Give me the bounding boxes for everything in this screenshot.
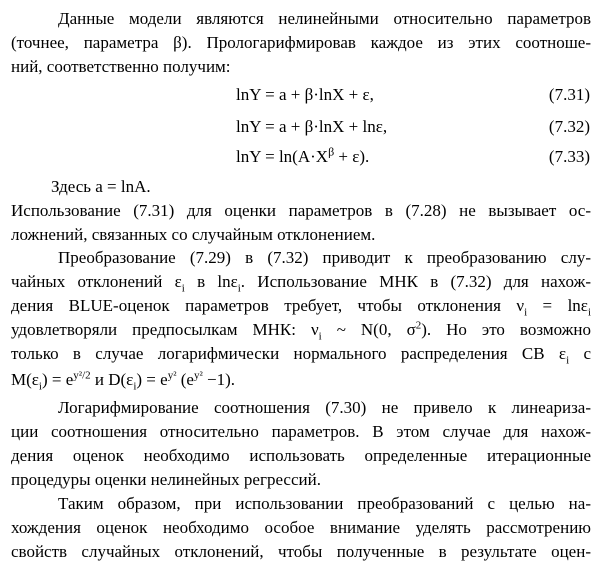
equation-7-33-exponent: β bbox=[328, 144, 335, 159]
paragraph-1-line-3: ний, соответственно получим: bbox=[11, 57, 231, 76]
paragraph-3-line-2: чайных отклонений $\varepsilon_i$ в lnε$_i$. Использование МНК в (7.32) для нахож- bbox=[11, 272, 591, 295]
paragraph-4-line-4: процедуры оценки нелинейных регрессий. bbox=[11, 470, 321, 489]
paragraph-5-line-3: свойств случайных отклонений, чтобы полученные в результате оцен- bbox=[11, 542, 591, 561]
equation-7-31: lnY = a + β·lnX + ε, bbox=[236, 85, 374, 104]
paragraph-3-line-3: дения BLUE-оценок параметров требует, чтобы отклонения $\nu_i = \ln\varepsilon_i$ bbox=[11, 296, 592, 319]
paragraph-2-line-1: Использование (7.31) для оценки параметров в (7.28) не вызывает ос- bbox=[11, 201, 591, 220]
equation-7-33-suffix: + ε). bbox=[334, 147, 370, 166]
paragraph-1-line-1: Данные модели являются нелинейными относительно параметров bbox=[58, 9, 591, 28]
paragraph-2-line-2: ложнений, связанных со случайным отклонением. bbox=[11, 225, 376, 244]
equation-7-33 bbox=[236, 146, 369, 168]
paragraph-4-line-2: ции соотношения относительно параметров. В этом случае для нахож- bbox=[11, 422, 591, 441]
here-line: Здесь a = lnA. bbox=[51, 177, 151, 196]
paragraph-1-line-2: (точнее, параметра β). Прологарифмировав каждое из этих соотноше- bbox=[11, 33, 591, 52]
paragraph-4-line-1: Логарифмирование соотношения (7.30) не привело к линеариза- bbox=[58, 398, 591, 417]
equation-number-7-33: (7.33) bbox=[548, 147, 590, 166]
paragraph-3-line-1: Преобразование (7.29) в (7.32) приводит к преобразованию слу- bbox=[58, 248, 591, 267]
paragraph-5-line-2: хождения оценок необходимо особое внимание уделять рассмотрению bbox=[11, 518, 591, 537]
equation-7-33-prefix: lnY = ln(A·X bbox=[236, 147, 329, 166]
equation-number-7-31: (7.31) bbox=[548, 85, 590, 104]
equation-7-32: lnY = a + β·lnX + lnε, bbox=[236, 117, 388, 136]
paragraph-3-line-4: удовлетворяли предпосылкам МНК: $\nu_i$ ~ N(0, $\sigma^2$). Но это возможно bbox=[11, 319, 591, 343]
paragraph-4-line-3: дения оценок необходимо использовать определенные итерационные bbox=[11, 446, 591, 465]
paragraph-5-line-1: Таким образом, при использовании преобразований с целью на- bbox=[58, 494, 591, 513]
equation-number-7-32: (7.32) bbox=[548, 117, 590, 136]
paragraph-3-line-6-formula: $M(\varepsilon_i) = e^{y^2/2}$ и $D(\varepsilon_i) = e^{y^2}$ $(e^{y^2} -1)$. bbox=[11, 369, 236, 393]
paragraph-3-line-5: только в случае логарифмически нормального распределения СВ $\varepsilon_i$ с bbox=[11, 344, 592, 367]
